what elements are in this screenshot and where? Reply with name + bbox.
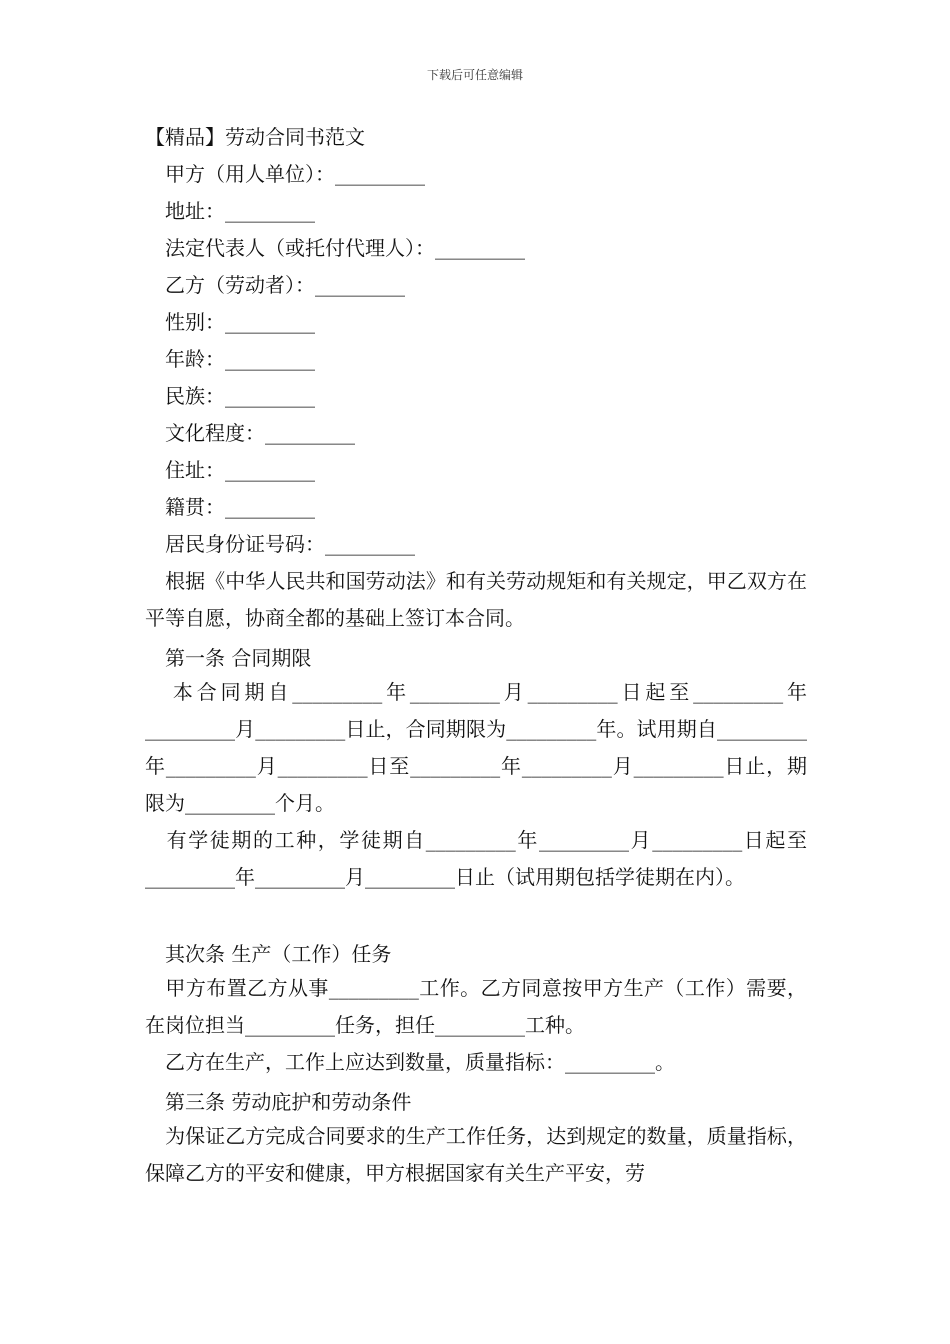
field-education: [165, 419, 355, 447]
field-residence: [165, 456, 315, 484]
paragraph-text: 乙方在生产，工作上应达到数量，质量指标：_________。: [165, 1050, 675, 1074]
section-1-paragraph-1: [145, 674, 807, 822]
intro-paragraph: [145, 563, 807, 637]
field-label: 乙方（劳动者）：: [165, 273, 315, 297]
paragraph-text: 有学徒期的工种，学徒期自_________年_________月_________日起至_________年_________月_________日止（试用期包括学徒期在内）。: [145, 828, 807, 889]
field-label: 住址：: [165, 458, 225, 482]
field-label: 民族：: [165, 384, 225, 408]
field-employer: [165, 160, 425, 188]
field-label: 地址：: [165, 199, 225, 223]
field-address: [165, 197, 315, 225]
field-blank: _________: [225, 199, 315, 223]
field-blank: _________: [225, 384, 315, 408]
field-blank: _________: [265, 421, 355, 445]
section-2-paragraph-1: [145, 970, 807, 1044]
paragraph-text: 本合同期自_________年_________月_________日起至_________年_________月_________日止，合同期限为_________年。试用期自_________年_________月_________日至_________年_________月_________日止，期限为_________个月。: [145, 680, 807, 815]
field-label: 法定代表人（或托付代理人）：: [165, 236, 435, 260]
section-3-paragraph-1: [145, 1118, 807, 1192]
field-label: 文化程度：: [165, 421, 265, 445]
document-title: 【精品】劳动合同书范文: [145, 125, 365, 149]
field-blank: _________: [325, 532, 415, 556]
page-header: 下载后可任意编辑: [426, 68, 523, 82]
field-blank: _________: [225, 347, 315, 371]
field-label: 性别：: [165, 310, 225, 334]
section-2-title: 其次条 生产（工作）任务: [165, 942, 392, 966]
field-ethnicity: [165, 382, 315, 410]
field-blank: _________: [225, 310, 315, 334]
field-employee: [165, 271, 405, 299]
field-id-number: [165, 530, 415, 558]
field-blank: _________: [435, 236, 525, 260]
section-2-paragraph-2: [145, 1044, 807, 1081]
field-native-place: [165, 493, 315, 521]
section-3-title: 第三条 劳动庇护和劳动条件: [165, 1090, 412, 1114]
field-label: 甲方（用人单位）：: [165, 162, 335, 186]
field-blank: _________: [335, 162, 425, 186]
paragraph-text: 为保证乙方完成合同要求的生产工作任务，达到规定的数量，质量指标，保障乙方的平安和健康，甲方根据国家有关生产平安，劳: [145, 1124, 807, 1185]
intro-text: 根据《中华人民共和国劳动法》和有关劳动规矩和有关规定，甲乙双方在平等自愿，协商全都的基础上签订本合同。: [145, 569, 807, 630]
field-legal-representative: [165, 234, 525, 262]
section-1-paragraph-2: [145, 822, 807, 896]
field-blank: _________: [315, 273, 405, 297]
paragraph-text: 甲方布置乙方从事_________工作。乙方同意按甲方生产（工作）需要，在岗位担当_________任务，担任_________工种。: [145, 976, 807, 1037]
field-age: [165, 345, 315, 373]
field-label: 年龄：: [165, 347, 225, 371]
field-blank: _________: [225, 458, 315, 482]
section-1-title: 第一条 合同期限: [165, 646, 312, 670]
field-label: 籍贯：: [165, 495, 225, 519]
field-gender: [165, 308, 315, 336]
field-label: 居民身份证号码：: [165, 532, 325, 556]
field-blank: _________: [225, 495, 315, 519]
